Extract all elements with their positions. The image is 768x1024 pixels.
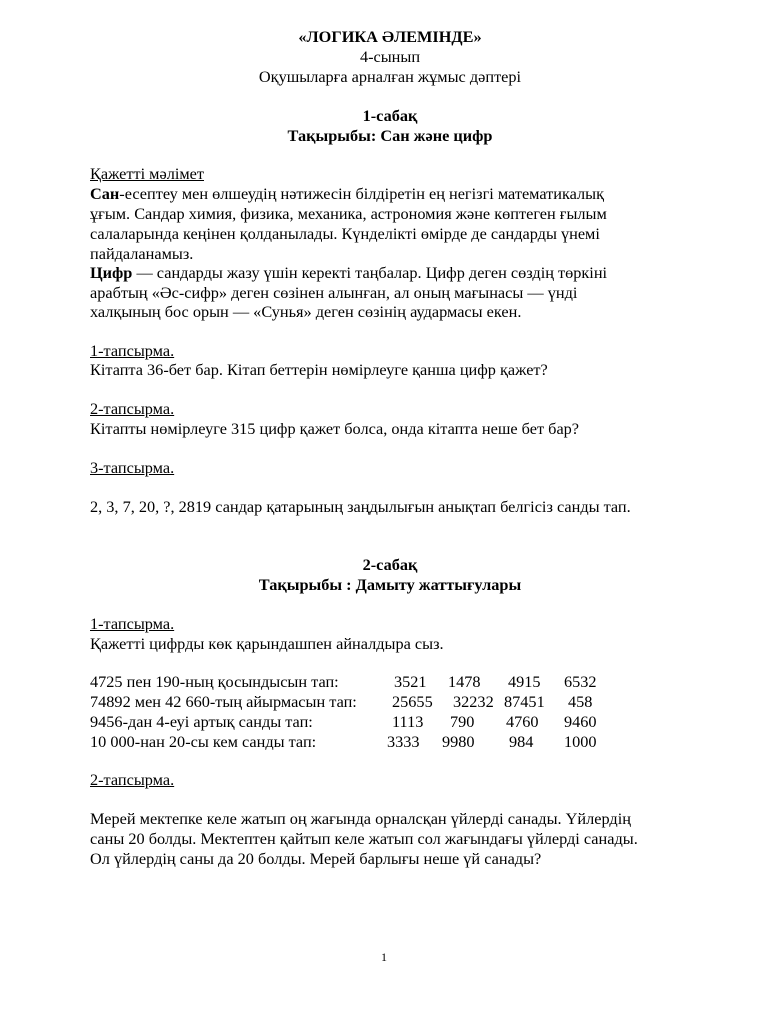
exercise-prompt: 9456-дан 4-еуі артық санды тап: xyxy=(90,712,313,731)
answer-option: 3521 xyxy=(394,672,427,691)
answer-option: 4915 xyxy=(508,672,541,691)
cifr-term: Цифр xyxy=(90,263,133,282)
exercise-prompt: 74892 мен 42 660-тың айырмасын тап: xyxy=(90,692,357,711)
lesson1-task3-heading: 3-тапсырма. xyxy=(90,458,175,477)
lesson2-task2-line-3: Ол үйлердің саны да 20 болды. Мерей барлығы неше үй санады? xyxy=(90,849,542,868)
workbook-subtitle: Оқушыларға арналған жұмыс дәптері xyxy=(258,67,522,86)
lesson2-topic: Тақырыбы : Дамыту жаттығулары xyxy=(258,575,522,594)
answer-option: 458 xyxy=(568,692,593,711)
lesson1-task1-heading: 1-тапсырма. xyxy=(90,341,175,360)
exercise-row xyxy=(90,672,690,692)
answer-option: 9980 xyxy=(442,732,475,751)
exercise-row xyxy=(90,732,690,752)
lesson1-task3-text: 2, 3, 7, 20, ?, 2819 сандар қатарының заңдылығын анықтап белгісіз санды тап. xyxy=(90,497,631,516)
lesson2-number: 2-сабақ xyxy=(362,555,418,574)
answer-option: 1000 xyxy=(564,732,597,751)
lesson2-task2-line-1: Мерей мектепке келе жатып оң жағында орналсқан үйлерді санады. Үйлердің xyxy=(90,809,631,828)
answer-option: 25655 xyxy=(392,692,433,711)
answer-option: 3333 xyxy=(387,732,420,751)
answer-option: 32232 xyxy=(453,692,494,711)
answer-option: 984 xyxy=(509,732,534,751)
san-term: Сан xyxy=(90,184,120,203)
exercise-row xyxy=(90,712,690,732)
lesson2-task1-heading: 1-тапсырма. xyxy=(90,614,175,633)
answer-option: 1478 xyxy=(448,672,481,691)
san-definition-line-4: пайдаланамыз. xyxy=(90,244,194,263)
answer-option: 87451 xyxy=(504,692,545,711)
san-definition-line-2: ұғым. Сандар химия, физика, механика, астрономия және көптеген ғылым xyxy=(90,204,607,223)
san-definition-line-3: салаларында кеңінен қолданылады. Күнделікті өмірде де сандарды үнемі xyxy=(90,224,600,243)
answer-option: 9460 xyxy=(564,712,597,731)
lesson1-number: 1-сабақ xyxy=(362,106,418,125)
answer-option: 4760 xyxy=(506,712,539,731)
lesson1-task1-text: Кітапта 36-бет бар. Кітап беттерін нөмірлеуге қанша цифр қажет? xyxy=(90,360,548,379)
cifr-definition-line-3: халқының бос орын — «Сунья» деген сөзінің аудармасы екен. xyxy=(90,302,522,321)
info-heading: Қажетті мәлімет xyxy=(90,164,204,183)
lesson2-task2-heading: 2-тапсырма. xyxy=(90,770,175,789)
document-title: «ЛОГИКА ӘЛЕМІНДЕ» xyxy=(298,27,482,46)
san-definition-line-1: Сан-есептеу мен өлшеудің нәтижесін білдіретін ең негізгі математикалық xyxy=(90,184,605,203)
lesson2-task1-intro: Қажетті цифрды көк қарындашпен айналдыра сыз. xyxy=(90,634,444,653)
exercise-prompt: 10 000-нан 20-сы кем санды тап: xyxy=(90,732,317,751)
answer-option: 790 xyxy=(450,712,475,731)
answer-option: 6532 xyxy=(564,672,597,691)
grade-label: 4-сынып xyxy=(359,47,421,66)
answer-option: 1113 xyxy=(392,712,424,731)
exercise-row xyxy=(90,692,690,712)
lesson1-task2-heading: 2-тапсырма. xyxy=(90,399,175,418)
lesson1-topic: Тақырыбы: Сан және цифр xyxy=(287,126,493,145)
cifr-definition-line-2: арабтың «Әс-сифр» деген сөзінен алынған, ал оның мағынасы — үнді xyxy=(90,283,578,302)
lesson2-task2-line-2: саны 20 болды. Мектептен қайтып келе жатып сол жағындағы үйлерді санады. xyxy=(90,829,638,848)
exercise-prompt: 4725 пен 190-ның қосындысын тап: xyxy=(90,672,339,691)
lesson1-task2-text: Кітапты нөмірлеуге 315 цифр қажет болса, онда кітапта неше бет бар? xyxy=(90,419,580,438)
cifr-definition-line-1: Цифр — сандарды жазу үшін керекті таңбалар. Цифр деген сөздің төркіні xyxy=(90,263,608,282)
exercise-table xyxy=(90,672,690,752)
page-number: 1 xyxy=(381,950,387,964)
